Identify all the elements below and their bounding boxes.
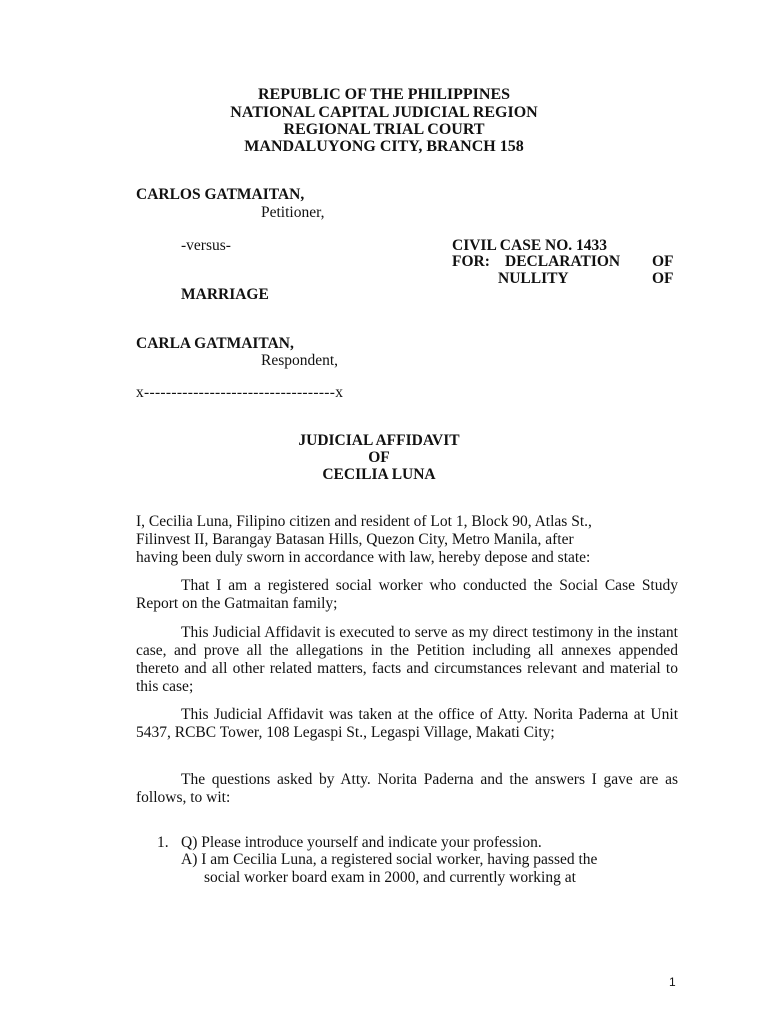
paragraph-direct-testimony: This Judicial Affidavit is executed to serve as my direct testimony in the instant case, and prove all the allegations in the Petition including all annexes appended thereto and all other related matters, facts and circumstances relevant and material to this case;	[136, 624, 678, 695]
affidavit-title-of: OF	[368, 449, 390, 466]
court-header-branch: MANDALUYONG CITY, BRANCH 158	[244, 138, 524, 155]
petitioner-name: CARLOS GATMAITAN,	[136, 186, 305, 203]
case-declaration-word: DECLARATION	[505, 253, 621, 270]
court-header-court: REGIONAL TRIAL COURT	[283, 121, 485, 138]
paragraph-affidavit-location: This Judicial Affidavit was taken at the office of Atty. Norita Paderna at Unit 5437, RCBC Tower, 108 Legaspi St., Legaspi Village, Makati City;	[136, 706, 678, 741]
paragraph-social-worker: That I am a registered social worker who conducted the Social Case Study Report on the Gatmaitan family;	[136, 577, 678, 612]
civil-case-number: CIVIL CASE NO. 1433	[452, 237, 608, 254]
paragraph-questions-intro: The questions asked by Atty. Norita Paderna and the answers I gave are as follows, to wit:	[136, 771, 678, 806]
case-of-word-2: OF	[652, 270, 674, 287]
court-header-region: NATIONAL CAPITAL JUDICIAL REGION	[230, 104, 538, 121]
intro-line-3: having been duly sworn in accordance with law, hereby depose and state:	[136, 549, 591, 566]
respondent-role: Respondent,	[261, 352, 339, 369]
page-number: 1	[669, 975, 676, 989]
qa-answer-line-1: A) I am Cecilia Luna, a registered social worker, having passed the	[181, 851, 598, 868]
affidavit-title: JUDICIAL AFFIDAVIT	[298, 432, 460, 449]
qa-question: Q) Please introduce yourself and indicate your profession.	[181, 834, 542, 851]
affidavit-title-name: CECILIA LUNA	[322, 466, 436, 483]
case-of-word-1: OF	[652, 253, 674, 270]
qa-answer-line-2: social worker board exam in 2000, and currently working at	[204, 869, 576, 886]
petitioner-role: Petitioner,	[261, 204, 325, 221]
caption-separator: x-----------------------------------x	[136, 384, 344, 401]
case-marriage-word: MARRIAGE	[181, 286, 269, 303]
case-nullity-word: NULLITY	[498, 270, 569, 287]
case-for-label: FOR:	[452, 253, 490, 270]
intro-line-2: Filinvest II, Barangay Batasan Hills, Quezon City, Metro Manila, after	[136, 531, 574, 548]
intro-line-1: I, Cecilia Luna, Filipino citizen and resident of Lot 1, Block 90, Atlas St.,	[136, 513, 592, 530]
qa-item-number: 1.	[157, 834, 169, 851]
court-header-republic: REPUBLIC OF THE PHILIPPINES	[257, 86, 511, 103]
versus-label: -versus-	[181, 237, 231, 254]
respondent-name: CARLA GATMAITAN,	[136, 335, 294, 352]
